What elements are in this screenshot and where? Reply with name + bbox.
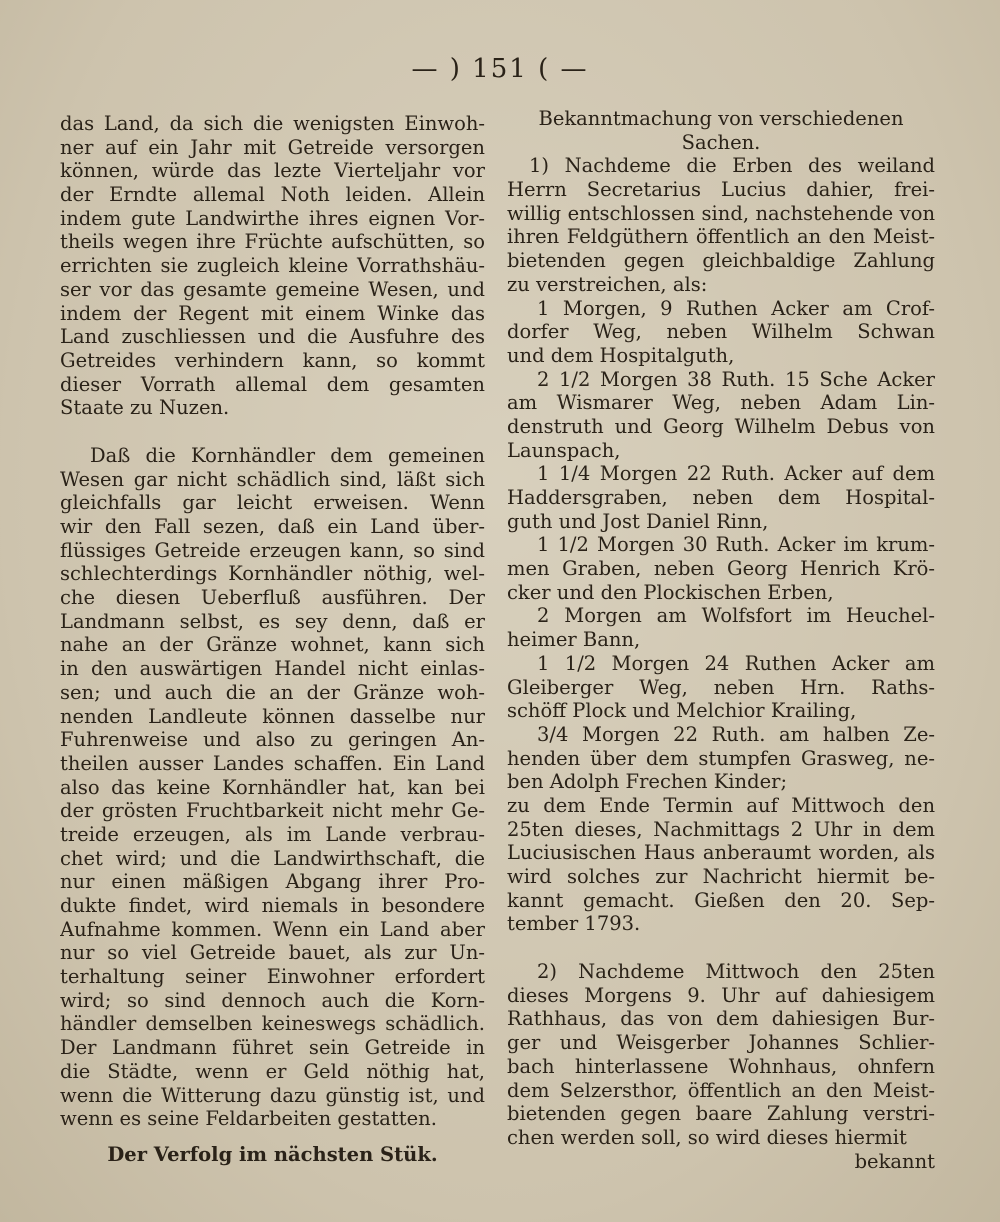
text-line: wenn die Witterung dazu günstig ist, und (60, 1083, 485, 1107)
text-line: 1 1/2 Morgen 30 Ruth. Acker im krum- (537, 533, 935, 557)
text-line: Getreides verhindern kann, so kommt (60, 348, 485, 372)
text-line: ben Adolph Frechen Kinder; (507, 770, 788, 794)
text-line: Daß die Kornhändler dem gemeinen (90, 443, 485, 467)
text-line: Launspach, (507, 438, 621, 462)
text-line: am Wismarer Weg, neben Adam Lin- (507, 391, 935, 415)
text-line: bietenden gegen baare Zahlung verstri- (507, 1102, 935, 1126)
text-line: ihren Feldgüthern öffentlich an den Meist- (507, 225, 935, 249)
text-line: zu verstreichen, als: (507, 272, 708, 296)
text-line: dieser Vorrath allemal dem gesamten (60, 372, 485, 396)
continuation-note: Der Verfolg im nächsten Stük. (107, 1142, 438, 1166)
text-line: indem gute Landwirthe ihres eignen Vor- (60, 206, 485, 230)
parcel-list (507, 297, 935, 794)
text-line: in den auswärtigen Handel nicht einlas- (60, 657, 485, 681)
text-line: gleichfalls gar leicht erweisen. Wenn (60, 491, 485, 515)
text-line: kannt gemacht. Gießen den 20. Sep- (507, 888, 935, 912)
text-line: denstruth und Georg Wilhelm Debus von (507, 414, 935, 438)
text-line: ser vor das gesamte gemeine Wesen, und (60, 277, 485, 301)
text-line: Aufnahme kommen. Wenn ein Land aber (60, 917, 485, 941)
text-line: 1 1/2 Morgen 24 Ruthen Acker am (537, 651, 935, 675)
parcel-entry (507, 462, 935, 533)
parcel-entry (507, 723, 935, 794)
text-line: händler demselben keineswegs schädlich. (60, 1012, 485, 1036)
notice-heading-2: Sachen. (681, 130, 761, 154)
text-line: 3/4 Morgen 22 Ruth. am halben Ze- (537, 722, 935, 746)
text-line: die Städte, wenn er Geld nöthig hat, (60, 1059, 485, 1083)
text-line: wenn es seine Feldarbeiten gestatten. (60, 1107, 437, 1131)
parcel-entry (507, 297, 935, 368)
text-line: henden über dem stumpfen Grasweg, ne- (507, 746, 935, 770)
text-line: der grösten Fruchtbarkeit nicht mehr Ge- (60, 799, 485, 823)
parcel-entry (507, 652, 935, 723)
notice-1-closing (507, 794, 935, 936)
text-line: dorfer Weg, neben Wilhelm Schwan (507, 320, 935, 344)
text-line: nenden Landleute können dasselbe nur (60, 704, 485, 728)
text-line: indem der Regent mit einem Winke das (60, 301, 485, 325)
page-header: — ) 151 ( — (411, 54, 589, 84)
text-line: Herrn Secretarius Lucius dahier, frei- (507, 178, 935, 202)
parcel-entry (507, 368, 935, 463)
text-line: wir den Fall sezen, daß ein Land über- (60, 515, 485, 538)
text-line: Haddersgraben, neben dem Hospital- (507, 486, 935, 509)
text-line: Rathhaus, das von dem dahiesigen Bur- (507, 1007, 935, 1031)
text-line: errichten sie zugleich kleine Vorrathshäu- (60, 254, 485, 278)
text-line: also das keine Kornhändler hat, kan bei (60, 775, 485, 799)
text-line: Luciusischen Haus anberaumt worden, als (507, 841, 935, 865)
text-line: treide erzeugen, als im Lande verbrau- (60, 822, 485, 846)
text-line: 25ten dieses, Nachmittags 2 Uhr in dem (507, 817, 935, 841)
text-line: nahe an der Gränze wohnet, kann sich (60, 633, 485, 657)
text-line: Wesen gar nicht schädlich sind, läßt sich (60, 467, 485, 491)
text-line: nur so viel Getreide bauet, als zur Un- (60, 941, 485, 965)
text-line: der Erndte allemal Noth leiden. Allein (60, 183, 485, 207)
text-line: men Graben, neben Georg Henrich Krö- (507, 557, 935, 581)
notice-2 (507, 960, 935, 1150)
text-line: 1 1/4 Morgen 22 Ruth. Acker auf dem (537, 462, 935, 486)
text-line: theilen ausser Landes schaffen. Ein Land (60, 751, 485, 775)
text-line: zu dem Ende Termin auf Mittwoch den (507, 793, 935, 817)
left-column (60, 112, 485, 1167)
text-line: Gleiberger Weg, neben Hrn. Raths- (507, 675, 935, 699)
text-line: 2) Nachdeme Mittwoch den 25ten (537, 960, 935, 984)
text-line: nur einen mäßigen Abgang ihrer Pro- (60, 870, 485, 894)
catchword: bekannt (854, 1149, 935, 1173)
text-line: chet wird; und die Landwirthschaft, die (60, 846, 485, 870)
text-line: dieses Morgens 9. Uhr auf dahiesigem (507, 983, 935, 1007)
text-line: sen; und auch die an der Gränze woh- (60, 680, 485, 704)
notice-1-intro (507, 154, 935, 296)
text-line: 1) Nachdeme die Erben des weiland (529, 154, 935, 178)
notice-heading: Bekanntmachung von verschiedenen (538, 107, 904, 130)
text-line: bietenden gegen gleichbaldige Zahlung (507, 249, 935, 273)
text-line: Landmann selbst, es sey denn, daß er (60, 609, 485, 633)
text-line: heimer Bann, (507, 628, 641, 652)
text-line: dukte findet, wird niemals in besondere (60, 894, 485, 917)
text-line: Staate zu Nuzen. (60, 396, 230, 420)
parcel-entry (507, 604, 935, 651)
text-line: und dem Hospitalguth, (507, 343, 735, 367)
text-line: cker und den Plockischen Erben, (507, 580, 834, 604)
text-line: schöff Plock und Melchior Krailing, (507, 699, 857, 723)
text-line: terhaltung seiner Einwohner erfordert (60, 965, 485, 989)
text-line: 1 Morgen, 9 Ruthen Acker am Crof- (537, 296, 935, 320)
text-line: ger und Weisgerber Johannes Schlier- (507, 1031, 935, 1055)
text-line: tember 1793. (507, 912, 641, 936)
text-line: ner auf ein Jahr mit Getreide versorgen (60, 135, 485, 159)
text-line: das Land, da sich die wenigsten Einwoh- (60, 112, 485, 135)
text-line: chen werden soll, so wird dieses hiermit (507, 1125, 907, 1149)
text-line: Fuhrenweise und also zu geringen An- (60, 728, 485, 752)
text-line: flüssiges Getreide erzeugen kann, so sind (60, 538, 485, 562)
paragraph-kornhandel-intro (60, 112, 485, 420)
text-line: schlechterdings Kornhändler nöthig, wel- (60, 562, 485, 586)
text-line: guth und Jost Daniel Rinn, (507, 509, 769, 533)
text-line: che diesen Ueberfluß ausführen. Der (60, 586, 485, 610)
paragraph-kornhaendler (60, 444, 485, 1131)
text-line: Der Landmann führet sein Getreide in (60, 1036, 485, 1060)
parcel-entry (507, 533, 935, 604)
text-line: wird; so sind dennoch auch die Korn- (60, 988, 485, 1012)
text-line: theils wegen ihre Früchte aufschütten, so (60, 230, 485, 254)
text-line: wird solches zur Nachricht hiermit be- (507, 865, 935, 888)
text-line: können, würde das lezte Vierteljahr vor (60, 159, 485, 183)
text-line: bach hinterlassene Wohnhaus, ohnfern (507, 1054, 935, 1078)
text-line: dem Selzersthor, öffentlich an den Meist- (507, 1078, 935, 1102)
text-line: 2 Morgen am Wolfsfort im Heuchel- (537, 604, 935, 628)
right-column (507, 107, 935, 1173)
text-line: 2 1/2 Morgen 38 Ruth. 15 Sche Acker (537, 367, 935, 391)
text-line: willig entschlossen sind, nachstehende von (507, 201, 935, 225)
text-line: Land zuschliessen und die Ausfuhre des (60, 325, 485, 349)
